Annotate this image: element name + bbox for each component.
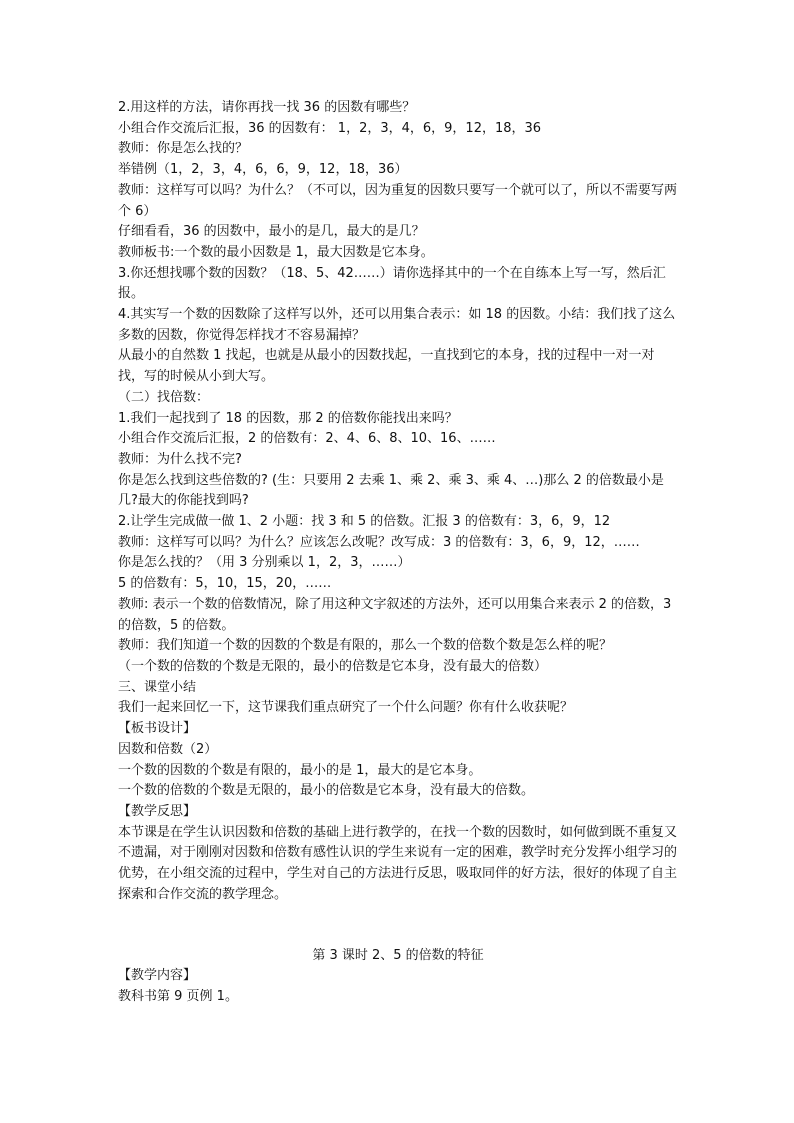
paragraph: 教师：你是怎么找的？ bbox=[118, 141, 249, 157]
section-heading: 【教学反思】 bbox=[118, 803, 197, 819]
document-body bbox=[118, 98, 678, 1008]
paragraph: 从最小的自然数 1 找起，也就是从最小的因数找起，一直找到它的本身，找的过程中一对一对找，写的时候从小到大写。 bbox=[118, 348, 655, 385]
paragraph: 教师：我们知道一个数的因数的个数是有限的，那么一个数的倍数个数是怎么样的呢？ bbox=[118, 638, 613, 654]
paragraph: 1.我们一起找到了 18 的因数，那 2 的倍数你能找出来吗？ bbox=[118, 410, 458, 426]
paragraph: 教师：为什么找不完? bbox=[118, 451, 242, 467]
paragraph: 5 的倍数有：5，10，15，20，…… bbox=[118, 576, 332, 592]
paragraph: 教师：这样写可以吗？为什么？应该怎么改呢？改写成：3 的倍数有：3，6，9，12，…… bbox=[118, 534, 640, 550]
paragraph: 2.让学生完成做一做 1、2 小题：找 3 和 5 的倍数。汇报 3 的倍数有：3，6，9，12 bbox=[118, 514, 611, 530]
paragraph: 3.你还想找哪个数的因数？（18、5、42……）请你选择其中的一个在自练本上写一写，然后汇报。 bbox=[118, 265, 666, 302]
paragraph: 本节课是在学生认识因数和倍数的基础上进行教学的，在找一个数的因数时，如何做到既不重复又不遗漏，对于刚刚对因数和倍数有感性认识的学生来说有一定的困难，教学时充分发挥小组学习的优势，在小组交流的过程中，学生对自己的方法进行反思，吸取同伴的好方法，很好的体现了自主探索和合作交流的教学理念。 bbox=[118, 824, 678, 902]
paragraph: 你是怎么找到这些倍数的? (生：只要用 2 去乘 1、乘 2、乘 3、乘 4、…)那么 2 的倍数最小是几?最大的你能找到吗? bbox=[118, 472, 664, 509]
paragraph: 小组合作交流后汇报，36 的因数有： 1，2，3，4，6，9，12，18，36 bbox=[118, 120, 542, 136]
paragraph: 教师：这样写可以吗？为什么？（不可以，因为重复的因数只要写一个就可以了，所以不需要写两个 6） bbox=[118, 182, 678, 219]
paragraph: 仔细看看，36 的因数中，最小的是几，最大的是几？ bbox=[118, 224, 425, 240]
paragraph: （一个数的倍数的个数是无限的，最小的倍数是它本身，没有最大的倍数） bbox=[118, 658, 548, 674]
section-heading: 【教学内容】 bbox=[118, 968, 197, 984]
lesson-title: 第 3 课时 2、5 的倍数的特征 bbox=[312, 948, 484, 964]
paragraph: 举错例（1，2，3，4，6，6，9，12，18，36） bbox=[118, 162, 408, 178]
paragraph: 4.其实写一个数的因数除了这样写以外，还可以用集合表示：如 18 的因数。小结：我们找了这么多数的因数，你觉得怎样找才不容易漏掉？ bbox=[118, 307, 676, 343]
paragraph: 因数和倍数（2） bbox=[118, 741, 218, 757]
paragraph: 教师: 表示一个数的倍数情况，除了用这种文字叙述的方法外，还可以用集合来表示 2 的倍数，3 的倍数，5 的倍数。 bbox=[118, 596, 672, 633]
paragraph: 你是怎么找的？（用 3 分别乘以 1，2，3，……） bbox=[118, 555, 411, 571]
section-heading: 【板书设计】 bbox=[118, 721, 197, 737]
paragraph: 教师板书:一个数的最小因数是 1，最大因数是它本身。 bbox=[118, 244, 434, 260]
paragraph: 2.用这样的方法，请你再找一找 36 的因数有哪些？ bbox=[118, 100, 416, 115]
paragraph: 一个数的因数的个数是有限的，最小的是 1，最大的是它本身。 bbox=[118, 762, 482, 778]
paragraph: 小组合作交流后汇报，2 的倍数有：2、4、6、8、10、16、…… bbox=[118, 431, 496, 447]
section-heading: （二）找倍数： bbox=[118, 389, 210, 405]
paragraph: 我们一起来回忆一下，这节课我们重点研究了一个什么问题？你有什么收获呢？ bbox=[118, 700, 574, 716]
paragraph: 一个数的倍数的个数是无限的，最小的倍数是它本身，没有最大的倍数。 bbox=[118, 783, 535, 799]
section-heading: 三、课堂小结 bbox=[118, 679, 197, 695]
spacer bbox=[118, 905, 678, 946]
paragraph: 教科书第 9 页例 1。 bbox=[118, 989, 238, 1005]
